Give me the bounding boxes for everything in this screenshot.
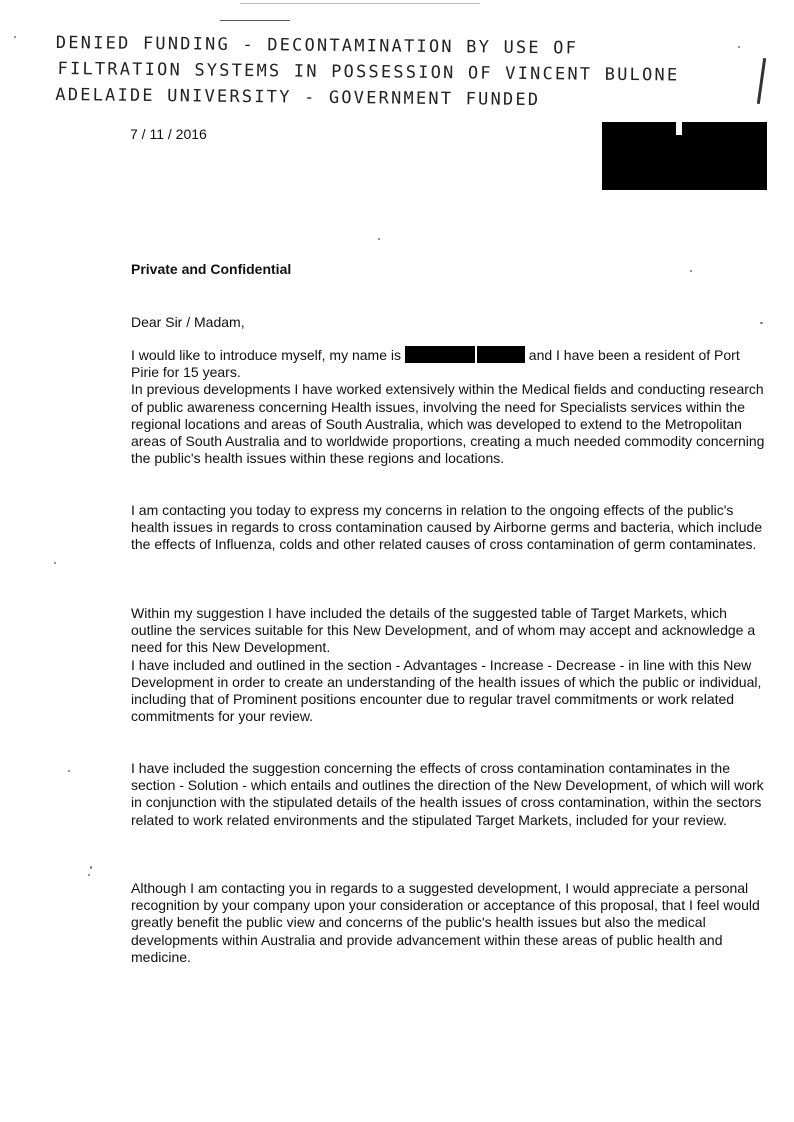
paragraph-4-text: I have included the suggestion concerning the effects of cross contamination contaminates in the section - Solution - which entails and outlines the direction of the New Development, of which will work in conjunction with the stipulated details of the health issues of cross contamination, within the sectors related to work related environments and the stipulated Target Markets, included for your review.: [131, 760, 764, 828]
paragraph-2-text: I am contacting you today to express my concerns in relation to the ongoing effects of the public's health issues in regards to cross contamination caused by Airborne germs and bacteria, which include the effects of Influenza, colds and other related causes of cross contamination of germ contaminates.: [131, 502, 763, 553]
scan-speck: [90, 866, 92, 869]
paragraph-3a-text: Within my suggestion I have included the details of the suggested table of Target Markets, which outline the services suitable for this New Development, and of whom may accept and acknowledge a need for this New Development.: [131, 605, 756, 656]
intro-sentence: [131, 346, 771, 381]
intro-text-end: and I have been a resident of Port Pirie for 15 years.: [131, 347, 740, 381]
paragraph-solution: [131, 760, 771, 829]
scan-artifact-line: [220, 20, 290, 21]
scan-speck: [378, 238, 380, 240]
handwritten-line-2: FILTRATION SYSTEMS IN POSSESSION OF VINCENT BULONE: [57, 59, 680, 86]
paragraph-recognition: [131, 880, 771, 966]
scan-speck: [54, 562, 56, 564]
redacted-name-last: [477, 346, 525, 363]
paragraph-5-text: Although I am contacting you in regards to a suggested development, I would appreciate a personal recognition by your company upon your consideration or acceptance of this proposal, that I feel would greatly benefit the public view and concerns of the public's health issues but also the medical developments within Australia and provide advancement within these areas of public health and medicine.: [131, 880, 760, 965]
redacted-name-first: [405, 346, 475, 363]
scan-speck: [690, 270, 692, 272]
redacted-address-block: [602, 122, 767, 190]
handwritten-line-3: ADELAIDE UNIVERSITY - GOVERNMENT FUNDED: [55, 84, 541, 111]
paragraph-target-markets: [131, 605, 771, 725]
handwritten-annotation: [55, 30, 776, 116]
scan-speck: [760, 322, 763, 324]
redaction-gap: [676, 122, 682, 135]
paragraph-concerns: [131, 502, 771, 554]
letter-date: 7 / 11 / 2016: [130, 126, 207, 142]
handwritten-line-1: DENIED FUNDING - DECONTAMINATION BY USE OF: [55, 32, 579, 59]
scan-speck: [68, 770, 70, 772]
scan-artifact-line: [240, 3, 480, 4]
scan-speck: [88, 874, 90, 876]
letter-heading: Private and Confidential: [131, 261, 292, 277]
intro-text-start: I would like to introduce myself, my name is: [131, 347, 401, 363]
letter-salutation: Dear Sir / Madam,: [131, 314, 245, 330]
paragraph-introduction: [131, 346, 771, 467]
intro-continued: In previous developments I have worked extensively within the Medical fields and conducting research of public awareness concerning Health issues, involving the need for Specialists services within the regional locations and areas of South Australia, which was developed to extend to the Metropolitan areas of South Australia and to worldwide proportions, creating a much needed commodity concerning the public's health issues within these regions and locations.: [131, 381, 765, 467]
scan-speck: [14, 36, 16, 38]
scan-speck: [738, 46, 740, 48]
paragraph-3b-text: I have included and outlined in the section - Advantages - Increase - Decrease - in line with this New Development in order to create an understanding of the health issues of which the public or individual, including that of Prominent positions encounter due to regular travel commitments or work related commitments for your review.: [131, 656, 762, 725]
